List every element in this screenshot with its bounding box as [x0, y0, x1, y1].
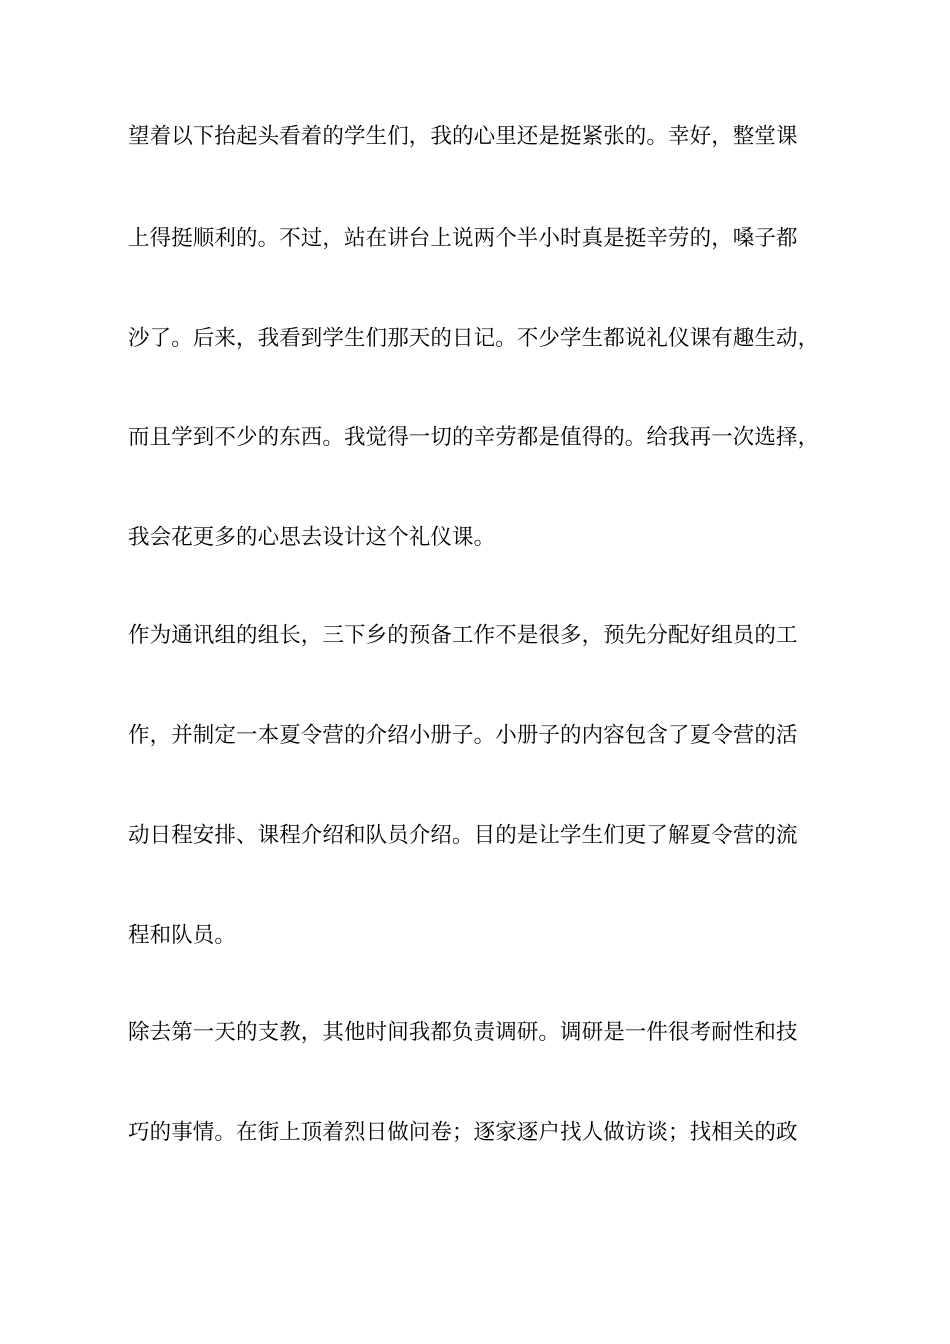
text-line: 巧的事情。在街上顶着烈日做问卷；逐家逐户找人做访谈；找相关的政	[128, 1120, 798, 1145]
text-line: 作为通讯组的组长，三下乡的预备工作不是很多，预先分配好组员的工	[128, 623, 798, 648]
text-line: 程和队员。	[128, 923, 237, 948]
text-line: 沙了。后来，我看到学生们那天的日记。不少学生都说礼仪课有趣生动，	[128, 326, 820, 351]
text-line: 而且学到不少的东西。我觉得一切的辛劳都是值得的。给我再一次选择，	[128, 425, 820, 450]
text-line: 作，并制定一本夏令营的介绍小册子。小册子的内容包含了夏令营的活	[128, 723, 798, 748]
text-line: 望着以下抬起头看着的学生们，我的心里还是挺紧张的。幸好，整堂课	[128, 124, 798, 149]
text-line: 上得挺顺利的。不过，站在讲台上说两个半小时真是挺辛劳的，嗓子都	[128, 226, 798, 251]
text-line: 除去第一天的支教，其他时间我都负责调研。调研是一件很考耐性和技	[128, 1020, 798, 1045]
text-line: 我会花更多的心思去设计这个礼仪课。	[128, 525, 496, 550]
text-line: 动日程安排、课程介绍和队员介绍。目的是让学生们更了解夏令营的流	[128, 823, 798, 848]
